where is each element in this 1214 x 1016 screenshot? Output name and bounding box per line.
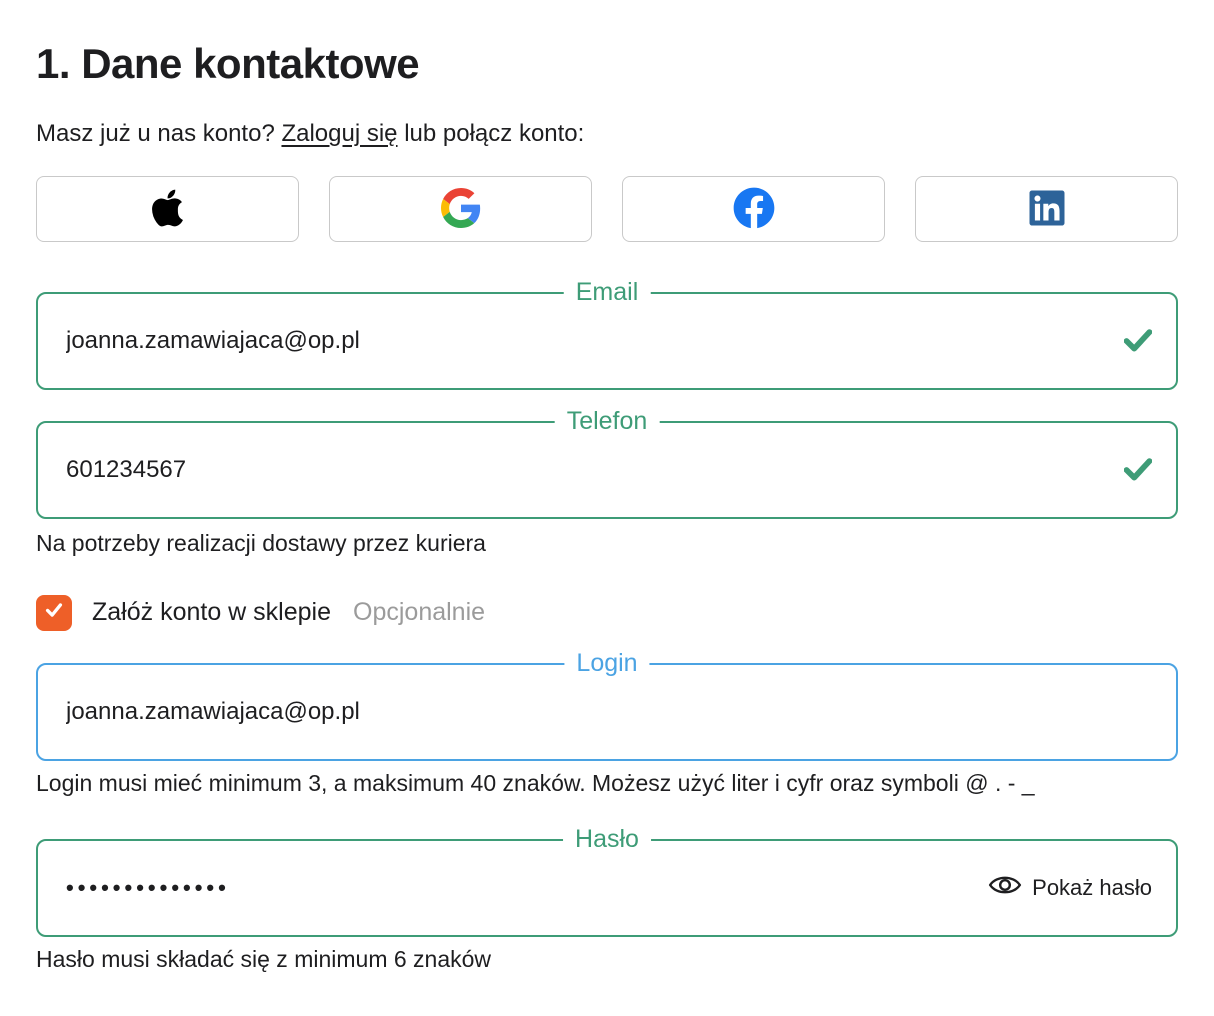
login-input[interactable] [66,698,1152,726]
show-password-label: Pokaż hasło [1032,874,1152,900]
apple-icon [151,187,184,232]
password-helper-text: Hasło musi składać się z minimum 6 znaków [36,945,492,972]
email-field-label: Email [564,278,651,307]
email-valid-check-icon [1124,329,1152,353]
phone-field-group [36,407,1178,519]
login-link[interactable]: Zaloguj się [281,120,398,147]
optional-badge: Opcjonalnie [353,598,486,627]
create-account-row [36,595,1178,631]
facebook-login-button[interactable] [622,176,885,242]
eye-icon [988,872,1022,904]
phone-field-label: Telefon [555,407,660,436]
checkbox-check-icon [43,599,65,626]
page-title: 1. Dane kontaktowe [36,40,420,87]
phone-valid-check-icon [1124,458,1152,482]
password-field-label: Hasło [563,825,651,854]
email-field-group [36,278,1178,390]
apple-login-button[interactable] [36,176,299,242]
google-icon [441,188,481,231]
linkedin-login-button[interactable] [915,176,1178,242]
login-field-group [36,648,1178,761]
show-password-button[interactable] [988,872,1152,904]
phone-helper-text: Na potrzeby realizacji dostawy przez kuriera [36,530,486,556]
linkedin-icon [1027,188,1067,231]
create-account-checkbox[interactable] [36,595,72,631]
social-login-row [36,176,1178,242]
password-field-group [36,824,1178,937]
login-prompt-suffix: lub połącz konto: [397,120,585,147]
create-account-label[interactable]: Załóż konto w sklepie [92,598,332,627]
login-prompt [36,120,1178,148]
google-login-button[interactable] [329,176,592,242]
login-prompt-prefix: Masz już u nas konto? [36,120,282,147]
password-input[interactable] [66,875,988,901]
facebook-icon [733,187,775,232]
login-helper-text: Login musi mieć minimum 3, a maksimum 40 znaków. Możesz użyć liter i cyfr oraz symboli @ . - _ [36,769,1035,796]
email-input[interactable] [66,327,1112,355]
phone-input[interactable] [66,456,1112,484]
login-field-label: Login [564,649,649,678]
